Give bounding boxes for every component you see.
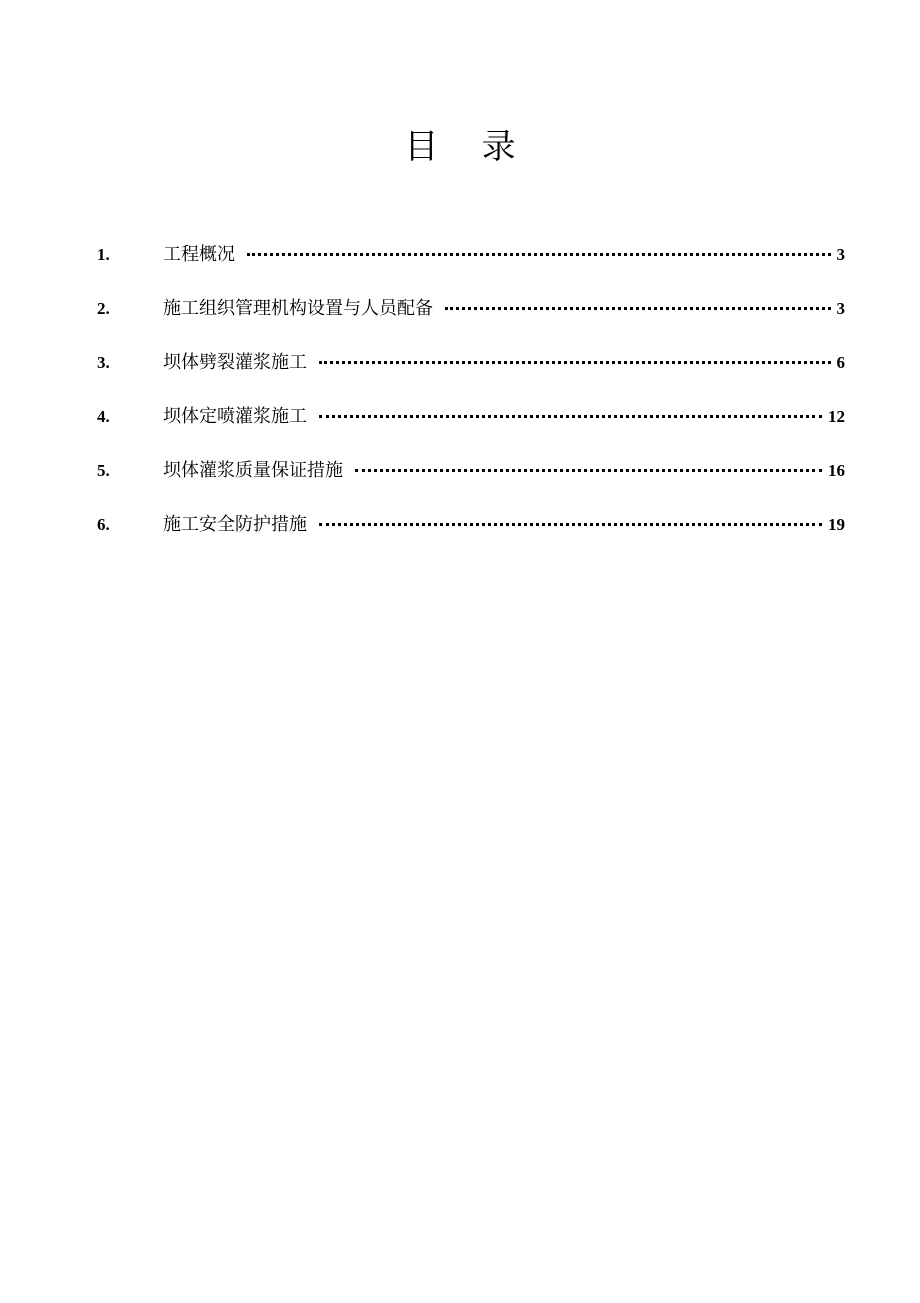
toc-entry-number: 6. — [97, 515, 110, 534]
toc-dot-leader — [355, 469, 822, 472]
toc-entry-text: 施工安全防护措施 — [163, 514, 307, 535]
toc-entry-page: 3 — [836, 299, 845, 318]
toc-entry[interactable] — [97, 294, 845, 348]
toc-dot-leader — [445, 307, 831, 310]
toc-entry-number: 3. — [97, 353, 110, 372]
toc-title: 目 录 — [404, 127, 516, 167]
toc-entry[interactable] — [97, 456, 845, 510]
toc-entry-text: 坝体劈裂灌浆施工 — [163, 352, 307, 373]
toc-entry-page: 3 — [836, 245, 845, 264]
toc-list — [97, 240, 845, 564]
toc-entry[interactable] — [97, 348, 845, 402]
toc-entry-text: 坝体灌浆质量保证措施 — [163, 460, 343, 481]
toc-entry[interactable] — [97, 510, 845, 564]
toc-dot-leader — [319, 523, 822, 526]
toc-dot-leader — [319, 415, 822, 418]
toc-entry-text: 工程概况 — [163, 244, 235, 265]
toc-entry[interactable] — [97, 402, 845, 456]
toc-entry-number: 1. — [97, 245, 110, 264]
toc-entry-number: 5. — [97, 461, 110, 480]
toc-entry-page: 19 — [828, 515, 845, 534]
toc-entry-number: 2. — [97, 299, 110, 318]
toc-entry-page: 16 — [828, 461, 845, 480]
toc-entry-text: 坝体定喷灌浆施工 — [163, 406, 307, 427]
toc-dot-leader — [319, 361, 831, 364]
toc-entry[interactable] — [97, 240, 845, 294]
toc-entry-text: 施工组织管理机构设置与人员配备 — [163, 298, 433, 319]
toc-entry-number: 4. — [97, 407, 110, 426]
toc-dot-leader — [247, 253, 831, 256]
toc-entry-page: 6 — [836, 353, 845, 372]
toc-entry-page: 12 — [828, 407, 845, 426]
